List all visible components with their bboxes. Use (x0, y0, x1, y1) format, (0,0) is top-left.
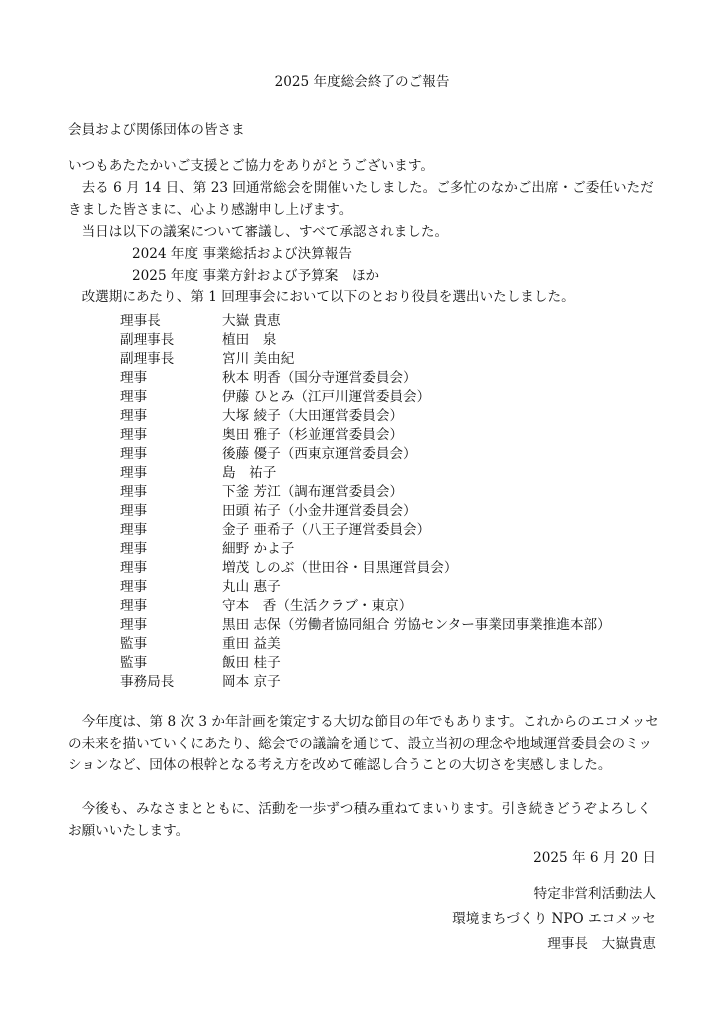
officer-name: 大塚 綾子（大田運営委員会） (222, 408, 404, 424)
officer-name: 下釜 芳江（調布運営委員会） (222, 484, 404, 500)
officer-name: 島 祐子 (222, 465, 277, 481)
agenda-item (132, 266, 379, 288)
officer-role: 理事長 (120, 313, 161, 329)
officer-role: 理事 (120, 427, 148, 443)
officer-name: 守本 香（生活クラブ・東京） (222, 598, 413, 614)
officer-name: 重田 益美 (222, 636, 281, 652)
officer-role: 理事 (120, 522, 148, 538)
officer-row (120, 483, 611, 502)
officer-row (120, 350, 611, 369)
officer-roster (120, 312, 611, 692)
officer-row (120, 312, 611, 331)
officer-row (120, 559, 611, 578)
agenda-intro-paragraph: 当日は以下の議案について審議し、すべて承認されました。 (81, 224, 449, 240)
agenda-year: 2025 年度 (132, 267, 199, 284)
officer-row (120, 521, 611, 540)
officer-name: 岡本 京子 (222, 674, 281, 690)
officer-role: 理事 (120, 370, 148, 386)
officer-role: 理事 (120, 503, 148, 519)
officer-row (120, 445, 611, 464)
officer-name: 金子 亜希子（八王子運営委員会） (222, 522, 431, 538)
election-paragraph: 改選期にあたり、第 1 回理事会において以下のとおり役員を選出いたしました。 (81, 289, 575, 305)
officer-name: 秋本 明香（国分寺運営委員会） (222, 370, 417, 386)
officer-row (120, 407, 611, 426)
greeting-paragraph: いつもあたたかいご支援とご協力をありがとうございます。 (68, 158, 434, 174)
officer-role: 理事 (120, 617, 148, 633)
officer-row (120, 635, 611, 654)
officer-name: 増茂 しのぶ（世田谷・目黒運営員会） (222, 560, 458, 576)
officer-row (120, 331, 611, 350)
officer-row (120, 502, 611, 521)
salutation: 会員および関係団体の皆さま (68, 122, 245, 138)
officer-role: 理事 (120, 465, 148, 481)
officer-name: 黒田 志保（労働者協同組合 労協センター事業団事業推進本部） (222, 617, 611, 633)
page-title: 2025 年度総会終了のご報告 (274, 74, 450, 90)
officer-name: 奥田 雅子（杉並運営委員会） (222, 427, 404, 443)
officer-row (120, 673, 611, 692)
officer-role: 理事 (120, 579, 148, 595)
officer-name: 大嶽 貴恵 (222, 313, 281, 329)
signature-org-name: 環境まちづくり NPO エコメッセ (452, 911, 656, 927)
plan-paragraph: 今年度は、第 8 次 3 か年計画を策定する大切な節目の年でもあります。これからのエコメッセの未来を描いていくにあたり、総会での議論を通じて、設立当初の理念や地域運営委員会のミッションなど、団体の根幹となる考え方を改めて確認し合うことの大切さを実感しました。 (68, 714, 659, 773)
closing-paragraph: 今後も、みなさまとともに、活動を一歩ずつ積み重ねてまいります。引き続きどうぞよろしくお願いいたします。 (68, 801, 652, 839)
officer-name: 飯田 桂子 (222, 655, 281, 671)
officer-name: 後藤 優子（西東京運営委員会） (222, 446, 417, 462)
officer-row (120, 597, 611, 616)
officer-role: 監事 (120, 636, 148, 652)
officer-role: 事務局長 (120, 674, 175, 690)
meeting-paragraph: 去る 6 月 14 日、第 23 回通常総会を開催いたしました。ご多忙のなかご出席・ご委任いただきました皆さまに、心より感謝申し上げます。 (68, 180, 654, 218)
officer-row (120, 654, 611, 673)
agenda-text: 事業方針および予算案 ほか (202, 267, 380, 284)
signature-signer: 理事長 大嶽貴恵 (547, 936, 656, 952)
agenda-item (132, 244, 379, 266)
signature-block (452, 882, 656, 957)
officer-name: 丸山 惠子 (222, 579, 281, 595)
officer-name: 宮川 美由紀 (222, 351, 295, 367)
officer-role: 理事 (120, 560, 148, 576)
officer-role: 理事 (120, 541, 148, 557)
officer-role: 副理事長 (120, 332, 175, 348)
officer-role: 理事 (120, 446, 148, 462)
officer-role: 副理事長 (120, 351, 175, 367)
officer-role: 監事 (120, 655, 148, 671)
officer-row (120, 540, 611, 559)
officer-role: 理事 (120, 389, 148, 405)
officer-row (120, 464, 611, 483)
officer-row (120, 616, 611, 635)
officer-row (120, 426, 611, 445)
agenda-list (132, 244, 379, 287)
officer-role: 理事 (120, 484, 148, 500)
signature-org-type: 特定非営利活動法人 (533, 886, 656, 902)
letter-date: 2025 年 6 月 20 日 (533, 850, 656, 866)
agenda-year: 2024 年度 (132, 246, 199, 262)
officer-row (120, 578, 611, 597)
officer-name: 植田 泉 (222, 332, 277, 348)
officer-role: 理事 (120, 598, 148, 614)
officer-name: 伊藤 ひとみ（江戸川運営委員会） (222, 389, 431, 405)
agenda-text: 事業総括および決算報告 (202, 246, 352, 262)
officer-name: 細野 かよ子 (222, 541, 295, 557)
officer-role: 理事 (120, 408, 148, 424)
officer-row (120, 369, 611, 388)
officer-row (120, 388, 611, 407)
officer-name: 田頭 祐子（小金井運営委員会） (222, 503, 417, 519)
